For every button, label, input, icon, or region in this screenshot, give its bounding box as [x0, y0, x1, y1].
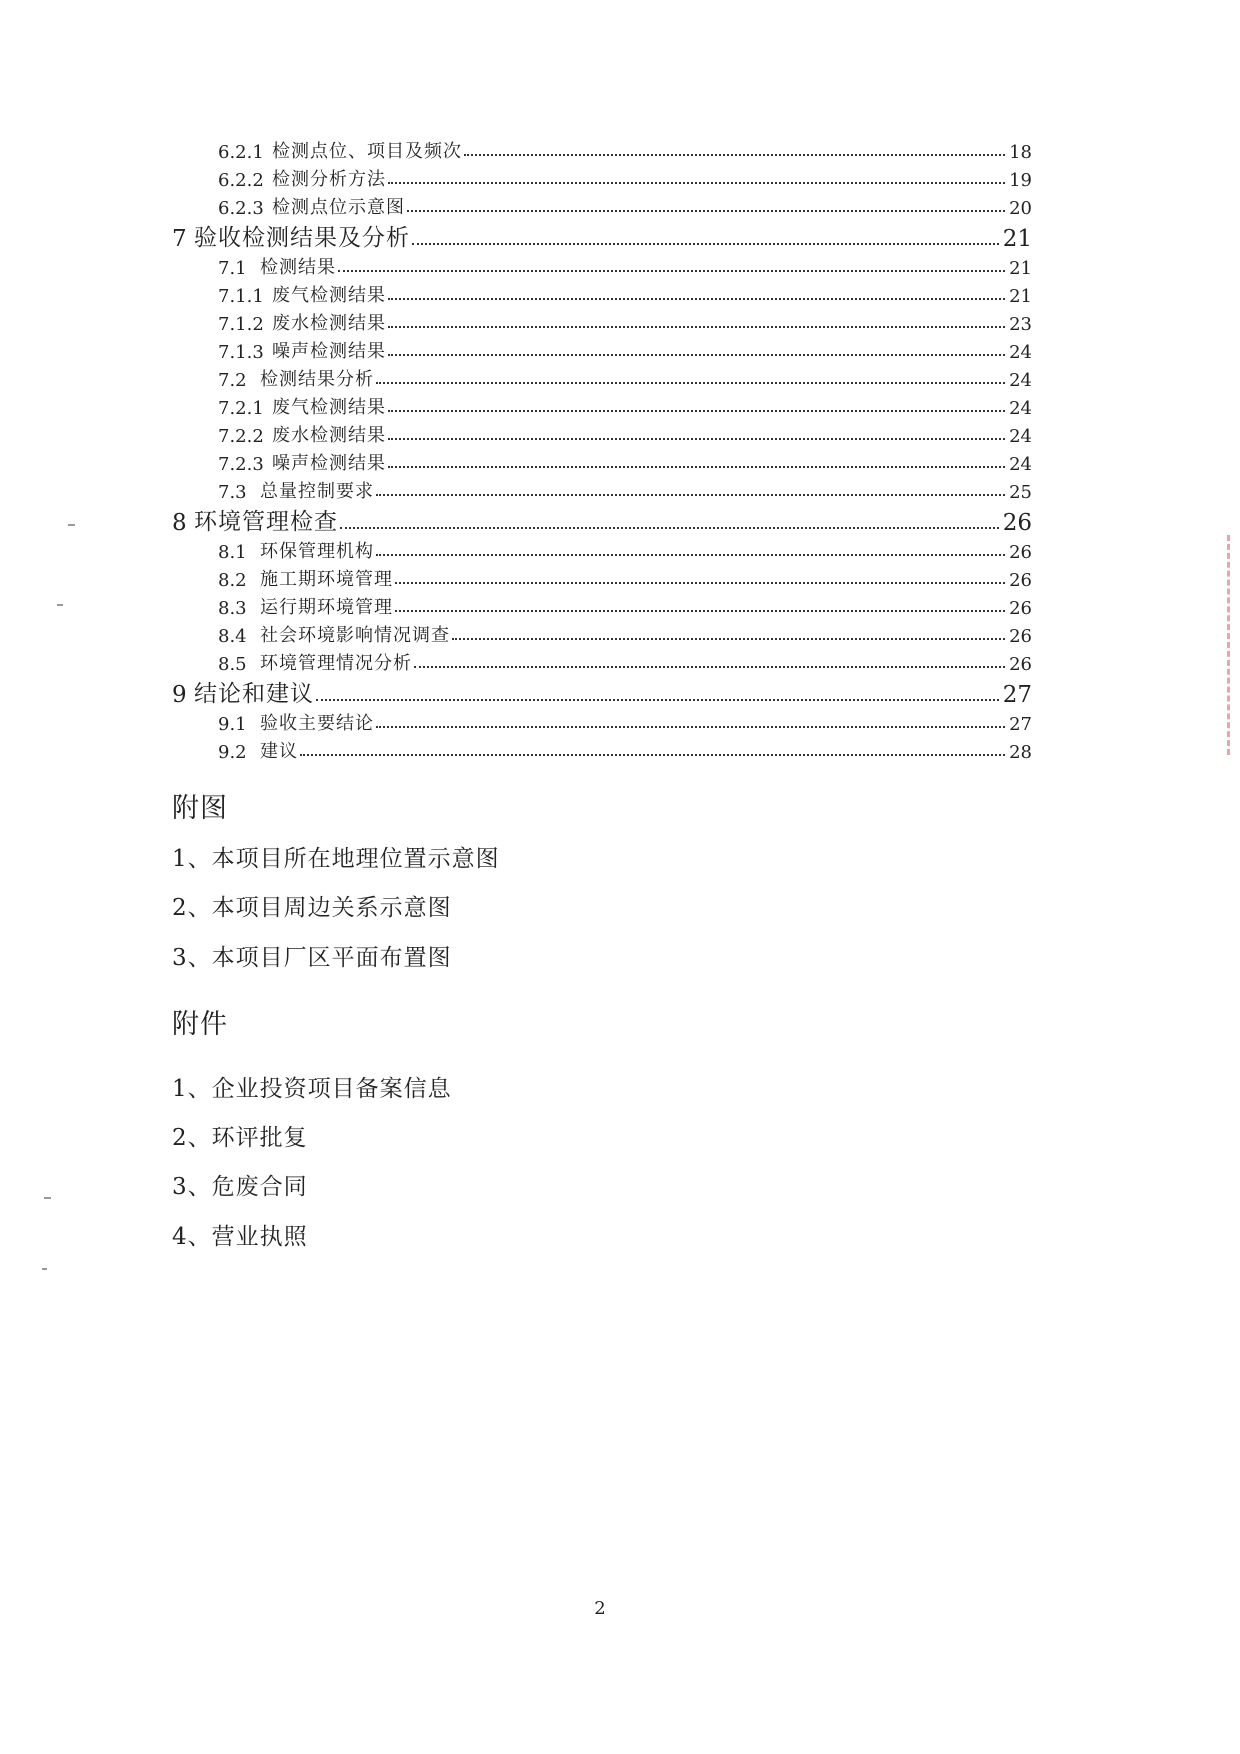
- toc-entry: [172, 219, 1032, 252]
- toc-page: 21: [1009, 258, 1032, 279]
- toc-number: 7.1.1: [218, 286, 264, 307]
- toc-leader: [340, 526, 999, 529]
- toc-entry: [218, 421, 1032, 447]
- toc-title: 检测点位、项目及频次: [272, 141, 462, 162]
- toc-leader: [388, 181, 1005, 184]
- attachment-item: 3、危废合同: [172, 1174, 308, 1200]
- toc-leader: [395, 609, 1005, 612]
- toc-title: 废气检测结果: [272, 285, 386, 306]
- toc-number: 8.1: [218, 542, 247, 563]
- toc-title: 施工期环境管理: [260, 569, 393, 590]
- toc-title: 检测结果: [260, 257, 336, 278]
- toc-page: 27: [1009, 714, 1032, 735]
- toc-title: 验收主要结论: [260, 713, 374, 734]
- attachment-item: 1、企业投资项目备案信息: [172, 1076, 452, 1102]
- toc-number: 8.5: [218, 654, 247, 675]
- toc-leader: [376, 493, 1005, 496]
- toc-title: 环境管理情况分析: [260, 653, 412, 674]
- toc-leader: [388, 353, 1005, 356]
- toc-entry: [218, 477, 1032, 503]
- toc-title: 社会环境影响情况调查: [260, 625, 450, 646]
- toc-leader: [388, 465, 1005, 468]
- toc-title: 废水检测结果: [272, 425, 386, 446]
- toc-page: 19: [1009, 170, 1032, 191]
- toc-number: 7.1.2: [218, 314, 264, 335]
- toc-leader: [300, 753, 1005, 756]
- toc-page: 20: [1009, 198, 1032, 219]
- toc-page: 26: [1009, 598, 1032, 619]
- toc-page: 24: [1009, 398, 1032, 419]
- toc-title: 验收检测结果及分析: [194, 225, 410, 251]
- toc-page: 18: [1009, 142, 1032, 163]
- scan-mark: [42, 1268, 47, 1270]
- toc-leader: [388, 409, 1005, 412]
- toc-title: 检测点位示意图: [272, 197, 405, 218]
- toc-entry: [218, 281, 1032, 307]
- toc-leader: [388, 325, 1005, 328]
- toc-leader: [376, 553, 1005, 556]
- seam-stamp-edge: [1205, 535, 1230, 755]
- toc-number: 9.2: [218, 742, 247, 763]
- toc-entry: [218, 137, 1032, 163]
- toc-entry: [218, 621, 1032, 647]
- toc-entry: [218, 253, 1032, 279]
- toc-page: 26: [1002, 510, 1032, 536]
- figures-heading: 附图: [172, 793, 228, 824]
- toc-page: 24: [1009, 370, 1032, 391]
- toc-title: 噪声检测结果: [272, 341, 386, 362]
- toc-page: 25: [1009, 482, 1032, 503]
- toc-entry: [218, 737, 1032, 763]
- toc-title: 环保管理机构: [260, 541, 374, 562]
- toc-page: 26: [1009, 542, 1032, 563]
- toc-entry: [218, 449, 1032, 475]
- toc-leader: [414, 665, 1005, 668]
- toc-number: 8.3: [218, 598, 247, 619]
- toc-page: 28: [1009, 742, 1032, 763]
- toc-number: 8.2: [218, 570, 247, 591]
- toc-title: 结论和建议: [194, 681, 314, 707]
- toc-number: 7.2: [218, 370, 247, 391]
- toc-title: 环境管理检查: [194, 509, 338, 535]
- toc-number: 9: [172, 682, 187, 708]
- toc-leader: [395, 581, 1005, 584]
- toc-page: 26: [1009, 654, 1032, 675]
- toc-title: 噪声检测结果: [272, 453, 386, 474]
- toc-number: 7.2.3: [218, 454, 264, 475]
- toc-entry: [218, 165, 1032, 191]
- toc-leader: [376, 381, 1005, 384]
- toc-entry: [218, 537, 1032, 563]
- attachment-item: 2、环评批复: [172, 1125, 308, 1151]
- toc-leader: [452, 637, 1005, 640]
- toc-entry: [218, 193, 1032, 219]
- toc-number: 6.2.3: [218, 198, 264, 219]
- toc-number: 8: [172, 510, 187, 536]
- toc-number: 7.3: [218, 482, 247, 503]
- toc-entry: [218, 393, 1032, 419]
- toc-title: 废气检测结果: [272, 397, 386, 418]
- toc-page: 26: [1009, 626, 1032, 647]
- toc-title: 废水检测结果: [272, 313, 386, 334]
- toc-entry: [218, 593, 1032, 619]
- figure-item: 2、本项目周边关系示意图: [172, 895, 452, 921]
- toc-number: 8.4: [218, 626, 247, 647]
- figure-item: 3、本项目厂区平面布置图: [172, 945, 452, 971]
- toc-entry: [218, 649, 1032, 675]
- toc-entry: [218, 337, 1032, 363]
- figure-item: 1、本项目所在地理位置示意图: [172, 846, 500, 872]
- toc-title: 总量控制要求: [260, 481, 374, 502]
- toc-title: 检测分析方法: [272, 169, 386, 190]
- toc-number: 7: [172, 226, 187, 252]
- toc-number: 6.2.2: [218, 170, 264, 191]
- toc-entry: [172, 503, 1032, 536]
- toc-page: 21: [1002, 226, 1032, 252]
- toc-leader: [388, 297, 1005, 300]
- toc-title: 运行期环境管理: [260, 597, 393, 618]
- scan-mark: [57, 604, 63, 606]
- toc-title: 检测结果分析: [260, 369, 374, 390]
- toc-page: 21: [1009, 286, 1032, 307]
- toc-page: 26: [1009, 570, 1032, 591]
- toc-leader: [412, 242, 999, 245]
- toc-leader: [338, 269, 1005, 272]
- toc-entry: [218, 309, 1032, 335]
- toc-page: 27: [1002, 682, 1032, 708]
- toc-number: 7.2.2: [218, 426, 264, 447]
- toc-entry: [218, 565, 1032, 591]
- toc-entry: [218, 709, 1032, 735]
- toc-leader: [388, 437, 1005, 440]
- toc-entry: [172, 675, 1032, 708]
- attachments-heading: 附件: [172, 1009, 228, 1040]
- toc-page: 24: [1009, 426, 1032, 447]
- toc-title: 建议: [260, 741, 298, 762]
- toc-page: 24: [1009, 342, 1032, 363]
- toc-entry: [218, 365, 1032, 391]
- toc-page: 23: [1009, 314, 1032, 335]
- toc-number: 7.1: [218, 258, 247, 279]
- toc-leader: [407, 209, 1005, 212]
- toc-number: 6.2.1: [218, 142, 264, 163]
- scan-mark: [44, 1197, 51, 1199]
- toc-leader: [316, 698, 999, 701]
- toc-page: 24: [1009, 454, 1032, 475]
- scan-mark: [68, 524, 75, 526]
- toc-number: 7.1.3: [218, 342, 264, 363]
- attachment-item: 4、营业执照: [172, 1224, 308, 1250]
- page-number: 2: [594, 1598, 606, 1619]
- toc-leader: [464, 153, 1005, 156]
- toc-number: 7.2.1: [218, 398, 264, 419]
- toc-leader: [376, 725, 1005, 728]
- toc-number: 9.1: [218, 714, 247, 735]
